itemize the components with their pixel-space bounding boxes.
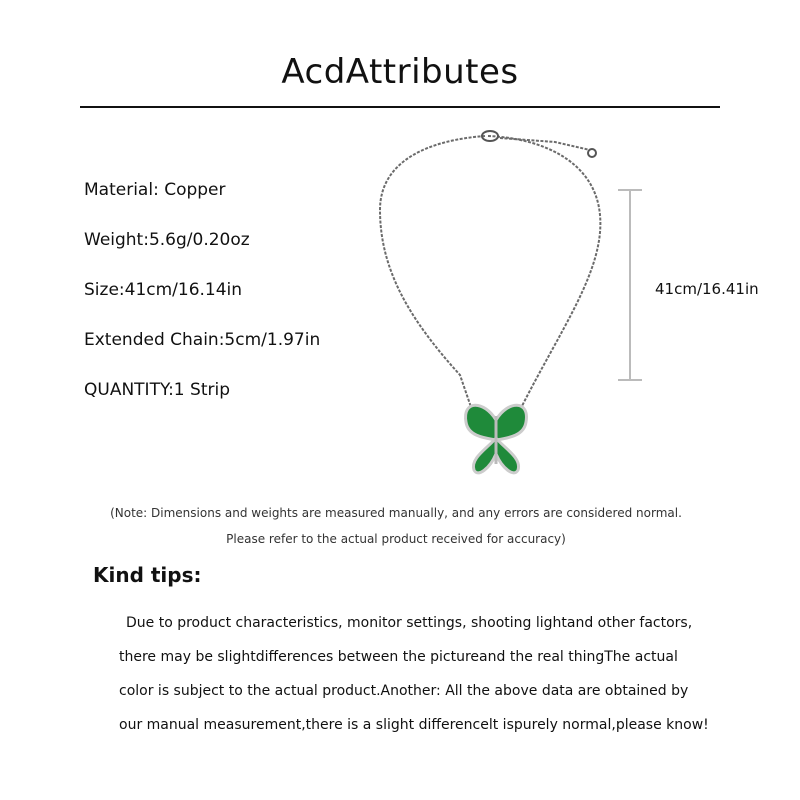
tips-heading: Kind tips: xyxy=(93,563,202,587)
attribute-list xyxy=(84,176,320,426)
title-divider xyxy=(80,106,720,108)
butterfly-pendant-icon xyxy=(466,405,527,473)
note-line-2: Please refer to the actual product received for accuracy) xyxy=(226,532,566,546)
attribute-extended-chain: Extended Chain:5cm/1.97in xyxy=(84,330,321,350)
measurement-bar xyxy=(615,188,645,382)
attribute-quantity: QUANTITY:1 Strip xyxy=(84,380,230,400)
chain-left xyxy=(380,136,485,410)
tips-line: color is subject to the actual product.Another: All the above data are obtained by xyxy=(119,683,689,699)
tips-line: there may be slightdifferences between the pictureand the real thingThe actual xyxy=(119,649,678,665)
tips-body xyxy=(119,606,719,742)
attribute-size: Size:41cm/16.14in xyxy=(84,280,243,300)
note-line-1: (Note: Dimensions and weights are measured manually, and any errors are considered normal. xyxy=(110,506,682,520)
page-title: AcdAttributes xyxy=(281,52,519,92)
attribute-material: Material: Copper xyxy=(84,180,226,200)
chain-end-icon xyxy=(588,149,596,157)
tips-line: Due to product characteristics, monitor settings, shooting lightand other factors, xyxy=(126,615,693,631)
chain-right xyxy=(488,136,600,410)
measurement-label: 41cm/16.41in xyxy=(655,280,759,298)
butterfly-necklace-image xyxy=(360,120,620,480)
measurement-note xyxy=(0,500,792,552)
attribute-weight: Weight:5.6g/0.20oz xyxy=(84,230,250,250)
tips-line: our manual measurement,there is a slight differencelt ispurely normal,please know! xyxy=(119,717,709,733)
